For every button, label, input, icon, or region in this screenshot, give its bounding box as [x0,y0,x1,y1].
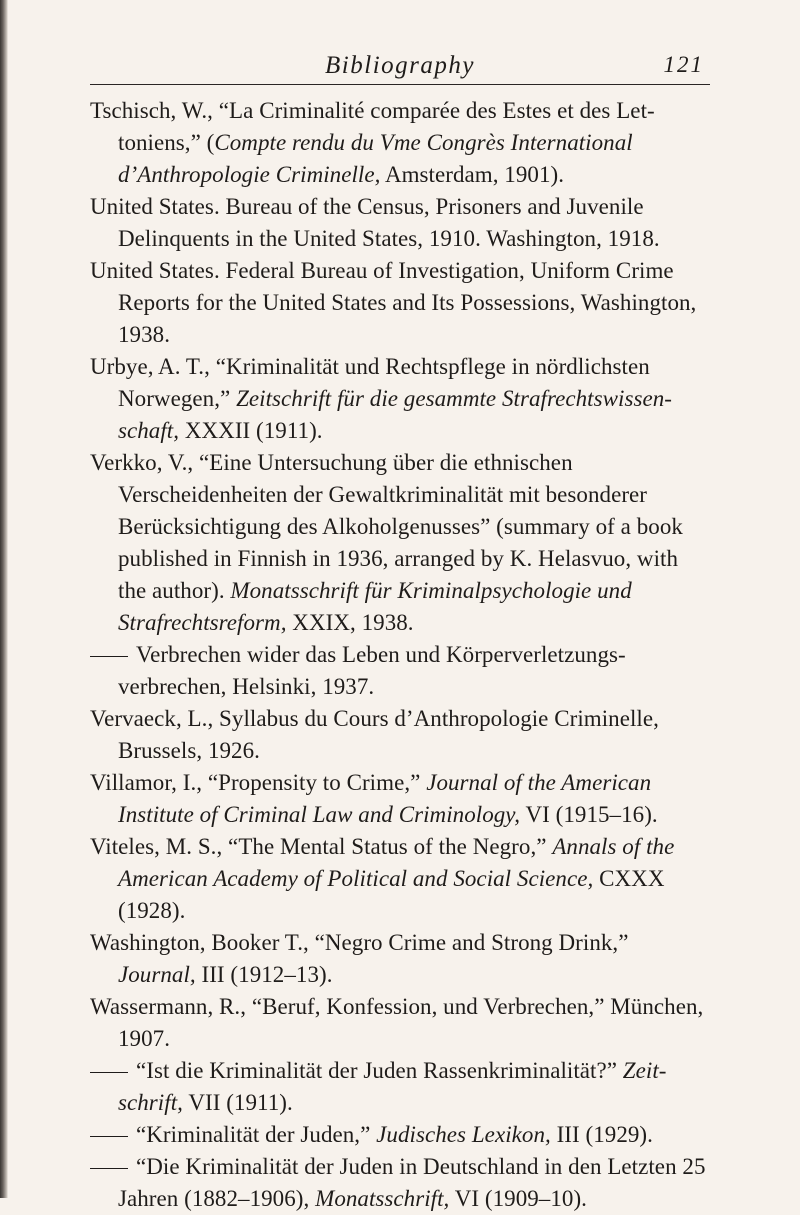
page-binding-edge [0,0,8,1198]
ditto-dash [90,1136,128,1137]
entry-title-italic: Monatsschrift für Kriminalpsychologie und Strafrechtsreform, [118,578,632,635]
running-title: Bibliography [325,52,475,79]
book-page [90,50,710,1215]
entry-text: Wassermann, R., “Beruf, Konfession, und Verbrechen,” München, 1907. [90,994,704,1051]
entry-text: Urbye, A. T., “Kriminalität und Rechtspflege in nördlichsten Norwegen,” [90,354,650,411]
entry-text: CXXX (1928). [118,866,665,923]
entry-text: “Die Kriminalität der Juden in Deutschland in den Letzten 25 Jahren (1882–1906), [118,1154,706,1211]
entry-title-italic: Compte rendu du Vme Congrès International d’Anthropologie Criminelle, [118,130,633,187]
bibliography-entry [90,1055,710,1119]
entry-title-italic: Monatsschrift, [315,1186,450,1211]
entry-text: Washington, Booker T., “Negro Crime and Strong Drink,” [90,930,629,955]
entry-text: Verkko, V., “Eine Untersuchung über die ethnischen Verscheidenheiten der Gewaltkriminalität mit besonderer Berücksichtigung des Alkoholgenusses” (summary of a book published in Finnish in 1936, arranged by K. Helasvuo, with the author). [90,450,683,603]
entry-text: Viteles, M. S., “The Mental Status of the Negro,” [90,834,553,859]
entry-title-italic: Zeitschrift für die gesammte Strafrechtswissenschaft, [118,386,672,443]
entry-title-italic: Journal of the American Institute of Criminal Law and Criminology, [118,770,652,827]
entry-text: Vervaeck, L., Syllabus du Cours d’Anthropologie Criminelle, Brussels, 1926. [90,706,659,763]
entry-title-italic: Annals of the American Academy of Political and Social Science, [118,834,675,891]
entry-text: XXXII (1911). [179,418,323,443]
entry-text: “Ist die Kriminalität der Juden Rassenkriminalität?” [136,1058,623,1083]
entry-text: Amsterdam, 1901). [380,162,565,187]
page-number: 121 [663,52,704,77]
entry-title-italic: Journal, [118,962,196,987]
bibliography-entry [90,191,710,255]
entry-text: Verbrechen wider das Leben und Körperverletzungsverbrechen, Helsinki, 1937. [118,642,626,699]
bibliography-entry [90,831,710,927]
bibliography-entry [90,1151,710,1215]
entry-title-italic: Zeitschrift, [118,1058,667,1115]
entry-text: VII (1911). [182,1090,293,1115]
entry-text: III (1912–13). [195,962,333,987]
entry-text: VI (1909–10). [449,1186,587,1211]
ditto-dash [90,1168,128,1169]
ditto-dash [90,656,128,657]
bibliography-entry [90,927,710,991]
entry-text: United States. Federal Bureau of Investigation, Uniform Crime Reports for the United States and Its Possessions, Washington, 1938. [90,258,697,347]
bibliography-entry [90,767,710,831]
bibliography-entry [90,351,710,447]
entry-text: “Kriminalität der Juden,” [136,1122,377,1147]
bibliography-entry [90,1119,710,1151]
bibliography-entry [90,255,710,351]
bibliography-entry [90,703,710,767]
entry-text: Tschisch, W., “La Criminalité comparée des Estes et des Lettoniens,” ( [90,98,655,155]
ditto-dash [90,1072,128,1073]
entry-text: VI (1915–16). [520,802,658,827]
bibliography-entry [90,991,710,1055]
entry-text: XXIX, 1938. [286,610,414,635]
entry-title-italic: Judisches Lexikon, [376,1122,551,1147]
entry-text: III (1929). [550,1122,653,1147]
running-head [90,50,710,85]
bibliography-entry [90,447,710,639]
bibliography-entry [90,639,710,703]
entry-text: Villamor, I., “Propensity to Crime,” [90,770,427,795]
entry-text: United States. Bureau of the Census, Prisoners and Juvenile Delinquents in the United States, 1910. Washington, 1918. [90,194,660,251]
bibliography-entry [90,95,710,191]
bibliography-list [90,95,710,1215]
